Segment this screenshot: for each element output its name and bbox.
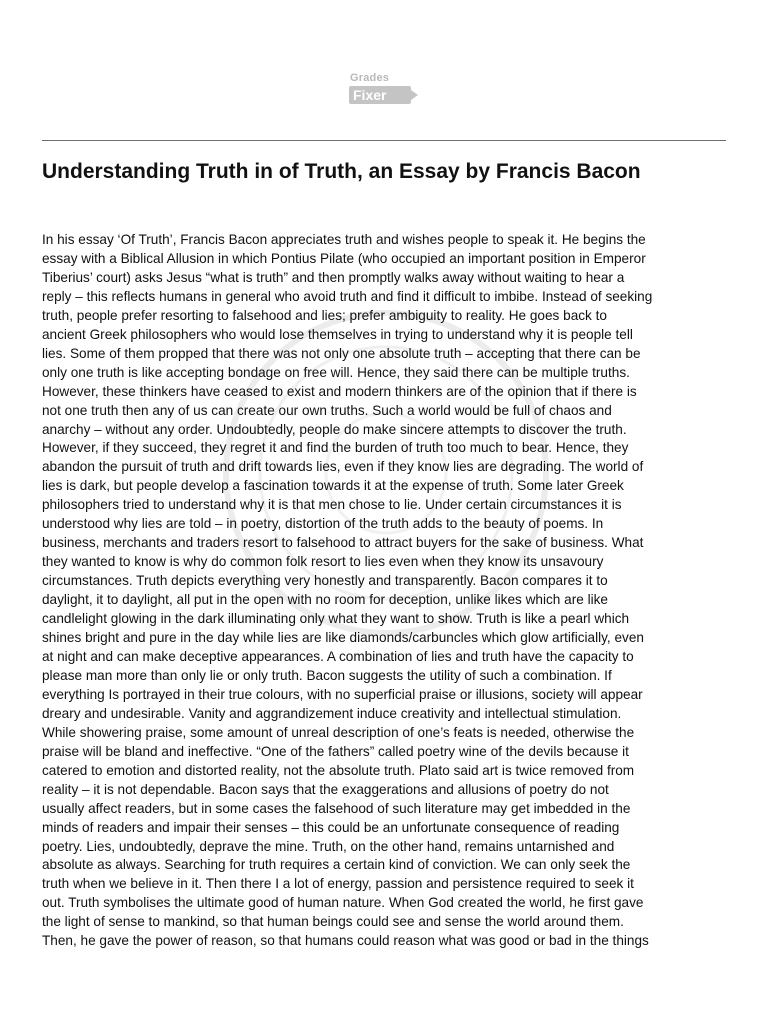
essay-line: Tiberius’ court) asks Jesus “what is truth” and then promptly walks away without waiting to hear a	[42, 269, 625, 285]
essay-line: out. Truth symbolises the ultimate good of human nature. When God created the world, he first gave	[42, 895, 644, 911]
essay-line: In his essay ‘Of Truth’, Francis Bacon appreciates truth and wishes people to speak it. He begins the	[42, 232, 646, 247]
logo-arrow-icon	[411, 90, 418, 100]
essay-line: understood why lies are told – in poetry, distortion of the truth adds to the beauty of poems. In	[42, 516, 604, 532]
gradesfixer-logo[interactable]	[349, 72, 421, 106]
essay-line: reply – this reflects humans in general who avoid truth and find it difficult to imbibe. Instead of seeking	[42, 288, 653, 304]
essay-line: usually affect readers, but in some cases the falsehood of such literature may get imbedded in the	[42, 800, 631, 816]
essay-line: catered to emotion and distorted reality, not the absolute truth. Plato said art is twice removed from	[42, 762, 635, 778]
essay-line: essay with a Biblical Allusion in which Pontius Pilate (who occupied an important position in Emperor	[42, 250, 646, 266]
essay-line: poetry. Lies, undoubtedly, deprave the mine. Truth, on the other hand, remains untarnished and	[42, 838, 615, 854]
essay-line: daylight, it to daylight, all put in the open with no room for deception, unlike likes which are like	[42, 592, 608, 608]
essay-line: dreary and undesirable. Vanity and aggrandizement induce creativity and intellectual stimulation.	[42, 705, 622, 721]
logo-badge	[349, 86, 411, 104]
essay-line: anarchy – without any order. Undoubtedly, people do make sincere attempts to discover the truth.	[42, 421, 627, 437]
essay-line: philosophers tried to understand why it is that men chose to lie. Under certain circumstances it is	[42, 497, 622, 513]
essay-line: Then, he gave the power of reason, so that humans could reason what was good or bad in the things	[42, 933, 649, 949]
page-title: Understanding Truth in of Truth, an Essay by Francis Bacon	[42, 160, 641, 183]
essay-line: lies is dark, but people develop a fascination towards it at the expense of truth. Some later Greek	[42, 478, 624, 494]
essay-line: abandon the pursuit of truth and drift towards lies, even if they know lies are degrading. The world of	[42, 459, 644, 475]
essay-line: minds of readers and impair their senses – this could be an unfortunate consequence of reading	[42, 819, 620, 835]
essay-line: shines bright and pure in the day while lies are like diamonds/carbuncles which glow artificially, even	[42, 630, 644, 646]
essay-line: lies. Some of them propped that there was not only one absolute truth – accepting that there can be	[42, 345, 641, 361]
logo-text-grades: Grades	[350, 72, 390, 84]
essay-line: truth when we believe in it. Then there I a lot of energy, passion and persistence required to seek it	[42, 876, 634, 892]
essay-line: not one truth then any of us can create our own truths. Such a world would be full of chaos and	[42, 402, 612, 418]
essay-line: truth, people prefer resorting to falsehood and lies; prefer ambiguity to reality. He goes back to	[42, 307, 607, 323]
essay-line: candlelight glowing in the dark illuminating only what they want to show. Truth is like a pearl which	[42, 611, 630, 627]
essay-body	[42, 231, 732, 951]
essay-line: reality – it is not dependable. Bacon says that the exaggerations and allusions of poetry do not	[42, 781, 609, 797]
essay-line: the light of sense to mankind, so that human beings could see and sense the world around them.	[42, 914, 624, 930]
essay-line: circumstances. Truth depicts everything very honestly and transparently. Bacon compares it to	[42, 573, 608, 589]
essay-line: absolute as always. Searching for truth requires a certain kind of conviction. We can only seek the	[42, 857, 631, 873]
essay-line: However, if they succeed, they regret it and find the burden of truth too much to bear. Hence, they	[42, 440, 629, 456]
essay-line: please man more than only lie or only truth. Bacon suggests the utility of such a combination. If	[42, 667, 612, 683]
essay-line: only one truth is like accepting bondage on free will. Hence, they said there can be multiple truths.	[42, 364, 630, 380]
essay-line: everything Is portrayed in their true colours, with no superficial praise or illusions, society will appear	[42, 686, 643, 702]
essay-line: business, merchants and traders resort to falsehood to attract buyers for the sake of business. What	[42, 535, 644, 551]
essay-line: praise will be bland and ineffective. “One of the fathers” called poetry wine of the devils because it	[42, 743, 629, 759]
header-divider	[42, 140, 726, 141]
essay-line: While showering praise, some amount of unreal description of one’s feats is needed, otherwise the	[42, 724, 635, 740]
essay-line: ancient Greek philosophers who would lose themselves in trying to understand why it is people tell	[42, 326, 633, 342]
essay-line: at night and can make deceptive appearances. A combination of lies and truth have the capacity to	[42, 648, 634, 664]
logo-text-fixer: Fixer	[353, 87, 387, 103]
essay-line: they wanted to know is why do common folk resort to lies even when they know its unsavoury	[42, 554, 604, 570]
essay-line: However, these thinkers have ceased to exist and modern thinkers are of the opinion that if there is	[42, 383, 637, 399]
